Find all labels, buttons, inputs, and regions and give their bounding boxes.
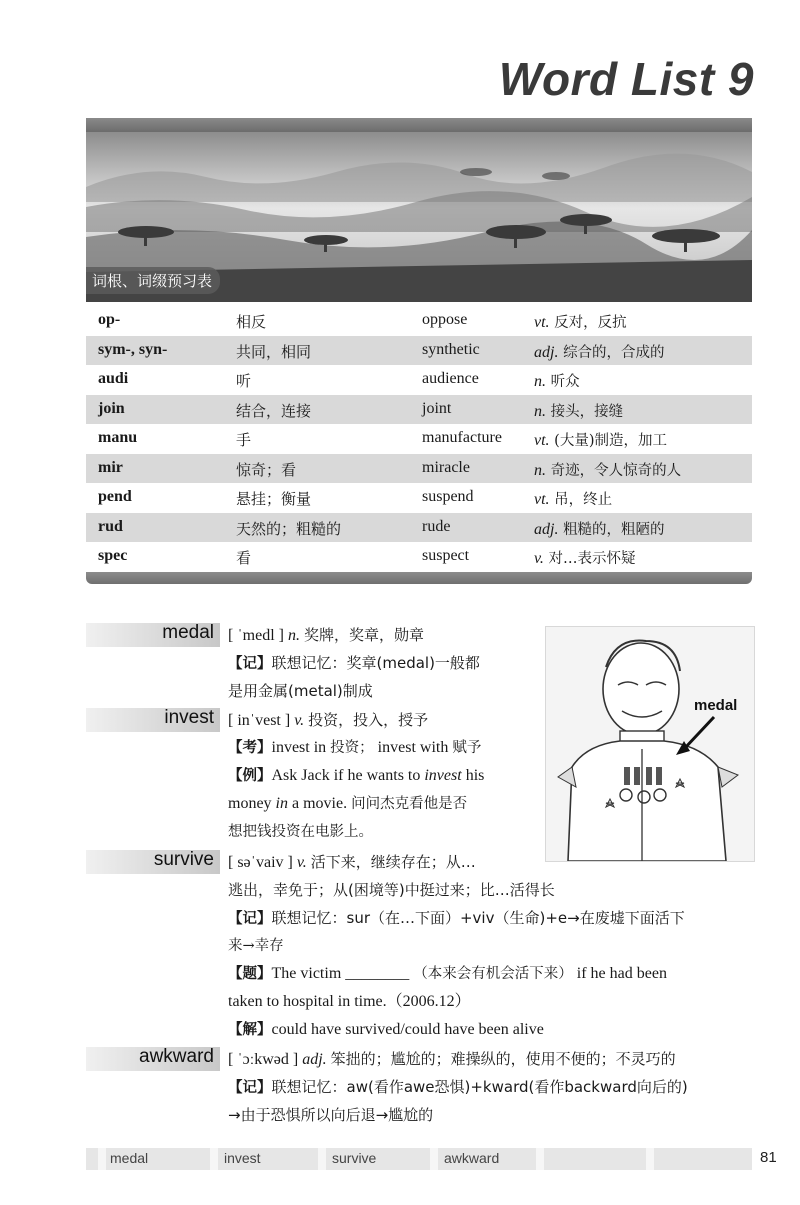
- table-row: [86, 483, 752, 513]
- headword-bar: [86, 1047, 220, 1071]
- footer-separator: [210, 1148, 218, 1170]
- entry-medal-memory: 【记】联想记忆：奖章(medal)一般都: [228, 654, 480, 672]
- entry-invest-example-cont: money in a movie. 问问杰克看他是否: [228, 795, 468, 812]
- table-bottom-band: [86, 572, 752, 584]
- definition-cell: v. 对…表示怀疑: [534, 550, 636, 567]
- headword-awkward: awkward: [139, 1046, 214, 1067]
- entry-survive-memory: 【记】联想记忆：sur（在…下面）+viv（生命)+e→在废墟下面活下: [228, 909, 685, 927]
- entry-awkward-memory-cont: →由于恐惧所以向后退→尴尬的: [228, 1106, 434, 1124]
- meaning-cell: 天然的；粗糙的: [236, 519, 342, 538]
- headword-bar: [86, 850, 220, 874]
- root-cell: sym-, syn-: [98, 340, 168, 358]
- footer-word: awkward: [444, 1150, 500, 1166]
- headword-bar: [86, 708, 220, 732]
- table-row: [86, 306, 752, 336]
- medal-illustration: [545, 626, 755, 862]
- table-row: [86, 336, 752, 366]
- entry-survive-answer: 【解】could have survived/could have been alive: [228, 1021, 544, 1038]
- root-cell: spec: [98, 547, 128, 564]
- footer-word: medal: [110, 1150, 149, 1166]
- meaning-cell: 看: [236, 549, 252, 567]
- footer-separator: [430, 1148, 438, 1170]
- meaning-cell: 共同，相同: [236, 342, 312, 361]
- page-title: Word List 9: [498, 53, 754, 105]
- entry-invest-example: 【例】Ask Jack if he wants to invest his: [228, 767, 485, 784]
- entry-survive-question-cont: taken to hospital in time.（2006.12）: [228, 993, 471, 1010]
- meaning-cell: 手: [236, 431, 252, 449]
- entry-medal-definition: [ ˈmedl ] n. 奖牌，奖章，勋章: [228, 626, 424, 644]
- meaning-cell: 悬挂；衡量: [236, 490, 312, 508]
- table-row: [86, 365, 752, 395]
- example-word-cell: manufacture: [422, 429, 502, 446]
- root-cell: join: [98, 399, 125, 417]
- entry-invest-example-translation: 想把钱投资在电影上。: [228, 824, 373, 840]
- table-row: [86, 424, 752, 454]
- example-word-cell: suspend: [422, 488, 474, 505]
- definition-cell: n. 奇迹，令人惊奇的人: [534, 461, 682, 479]
- section-label: 词根、词缀预习表: [86, 267, 220, 294]
- footer-separator: [536, 1148, 544, 1170]
- definition-cell: adj. 粗糙的，粗陋的: [534, 520, 665, 538]
- headword-survive: survive: [153, 849, 214, 870]
- roots-table: [86, 306, 752, 572]
- footer-word: survive: [332, 1150, 377, 1166]
- headword-invest: invest: [164, 707, 214, 728]
- example-word-cell: joint: [422, 399, 452, 417]
- entry-survive-question: 【题】The victim ________ （本来会有机会活下来） if he had been: [228, 965, 667, 982]
- entry-survive-definition-cont: 逃出，幸免于；从(困境等)中挺过来；比…活得长: [228, 881, 555, 899]
- example-word-cell: miracle: [422, 458, 470, 476]
- table-row: [86, 454, 752, 484]
- definition-cell: n. 听众: [534, 373, 580, 390]
- definition-cell: n. 接头，接缝: [534, 402, 624, 420]
- headword-bar: [86, 623, 220, 647]
- definition-cell: adj. 综合的，合成的: [534, 343, 665, 361]
- root-cell: audi: [98, 370, 129, 387]
- entry-awkward-memory: 【记】联想记忆：aw(看作awe恐惧)+kward(看作backward向后的): [228, 1078, 688, 1096]
- page-number: 81: [760, 1149, 777, 1166]
- root-cell: mir: [98, 458, 123, 476]
- root-cell: pend: [98, 488, 132, 505]
- footer-separator: [318, 1148, 326, 1170]
- officer-drawing: [546, 627, 754, 861]
- meaning-cell: 惊奇；看: [236, 460, 297, 479]
- example-word-cell: suspect: [422, 547, 470, 564]
- entry-awkward-definition: [ ˈɔːkwəd ] adj. 笨拙的；尴尬的；难操纵的，使用不便的；不灵巧的: [228, 1050, 676, 1068]
- entry-invest-definition: [ inˈvest ] v. 投资，投入，授予: [228, 711, 429, 729]
- entry-survive-definition: [ səˈvaiv ] v. 活下来，继续存在；从…: [228, 853, 476, 871]
- footer-word-strip: [86, 1148, 752, 1170]
- illustration-label: medal: [694, 697, 738, 714]
- definition-cell: vt. 反对，反抗: [534, 314, 627, 331]
- root-cell: manu: [98, 429, 138, 446]
- example-word-cell: audience: [422, 370, 479, 387]
- definition-cell: vt. 吊，终止: [534, 491, 613, 508]
- meaning-cell: 结合，连接: [236, 401, 312, 420]
- entry-survive-memory-cont: 来→幸存: [228, 938, 284, 954]
- root-cell: op-: [98, 311, 121, 328]
- footer-separator: [646, 1148, 654, 1170]
- example-word-cell: rude: [422, 517, 451, 535]
- example-word-cell: synthetic: [422, 340, 480, 358]
- footer-separator: [98, 1148, 106, 1170]
- definition-cell: vt. (大量)制造，加工: [534, 432, 667, 449]
- example-word-cell: oppose: [422, 311, 468, 328]
- footer-word: invest: [224, 1150, 261, 1166]
- root-cell: rud: [98, 517, 123, 535]
- headword-medal: medal: [162, 622, 214, 643]
- meaning-cell: 相反: [236, 313, 267, 331]
- table-row: [86, 542, 752, 572]
- entry-medal-memory-cont: 是用金属(metal)制成: [228, 682, 373, 700]
- meaning-cell: 听: [236, 372, 252, 390]
- table-row: [86, 395, 752, 425]
- entry-invest-exam: 【考】invest in 投资； invest with 赋予: [228, 739, 482, 756]
- landscape-banner: [86, 132, 752, 302]
- table-row: [86, 513, 752, 543]
- banner-top-band: [86, 118, 752, 132]
